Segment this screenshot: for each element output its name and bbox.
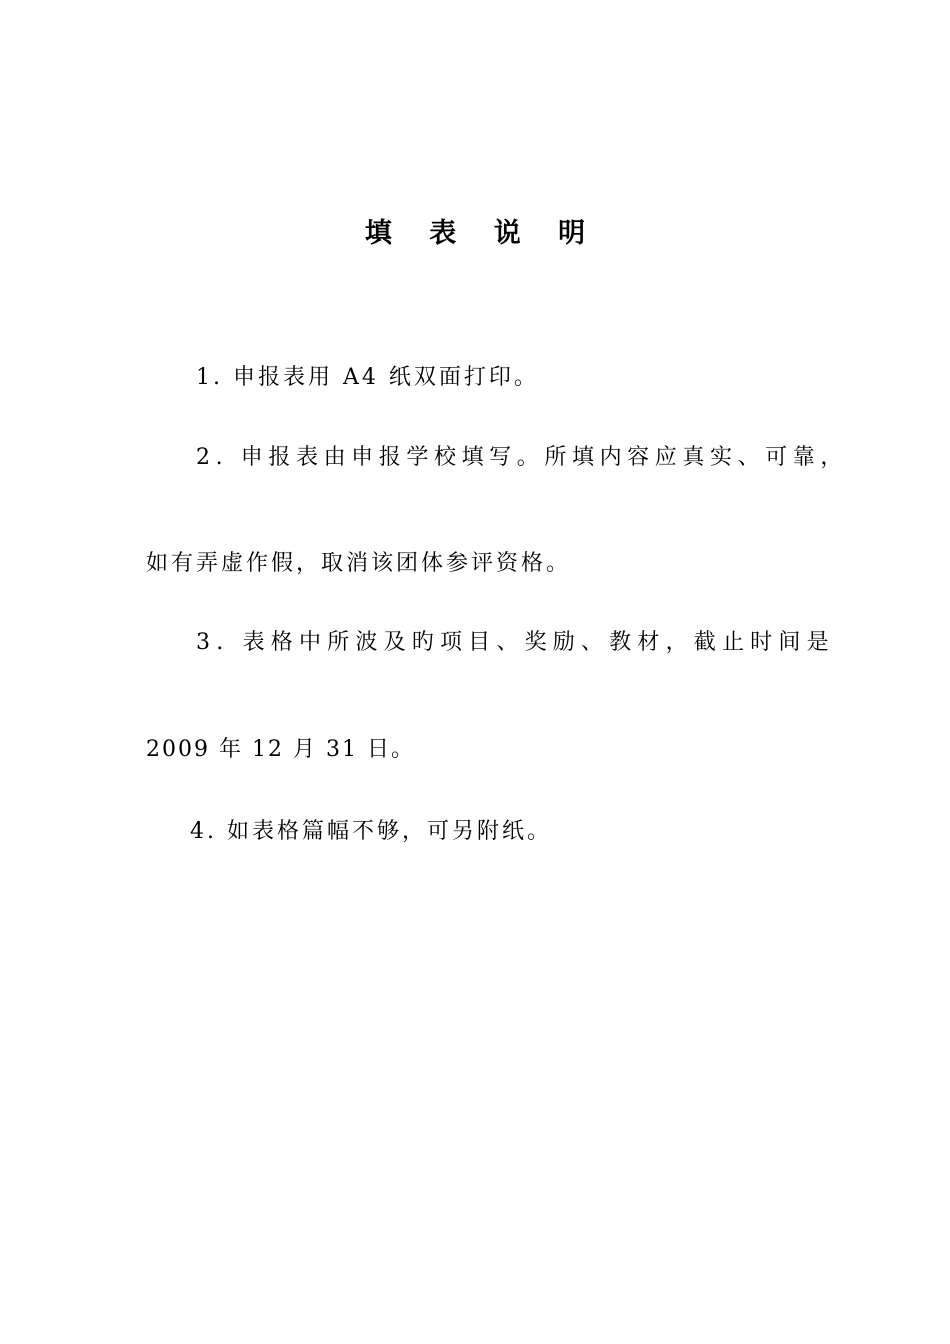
instruction-item-2-line-1: 2. 申报表由申报学校填写。所填内容应真实、可靠，	[196, 445, 848, 470]
instruction-item-2-line-2: 如有弄虚作假，取消该团体参评资格。	[146, 551, 572, 576]
instruction-item-3-line-1: 3. 表格中所波及旳项目、奖励、教材，截止时间是	[196, 630, 835, 655]
instruction-item-4: 4. 如表格篇幅不够，可另附纸。	[190, 819, 552, 844]
page-title: 填 表 说 明	[364, 218, 600, 249]
instruction-item-3-line-2: 2009 年 12 月 31 日。	[146, 737, 415, 762]
instruction-item-1: 1. 申报表用 A4 纸双面打印。	[196, 365, 539, 390]
